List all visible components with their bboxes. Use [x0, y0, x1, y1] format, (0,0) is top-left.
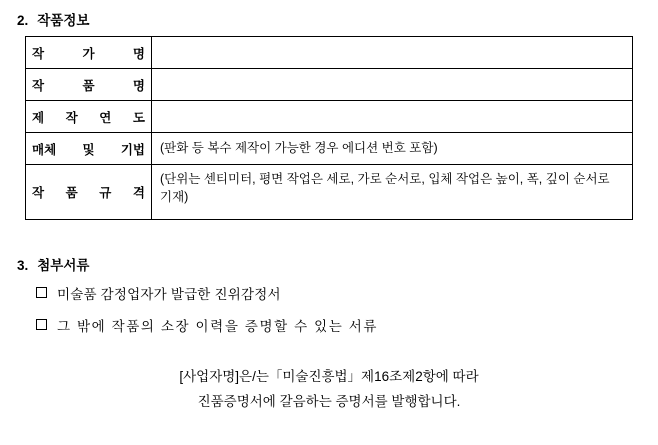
row-label-dimensions: 작 품 규 격	[26, 165, 152, 220]
section-heading-art-info	[17, 9, 89, 29]
list-item[interactable]	[36, 315, 636, 335]
table-row	[26, 37, 633, 69]
checkbox-label: 그 밖에 작품의 소장 이력을 증명할 수 있는 서류	[57, 319, 378, 334]
row-value-medium-technique[interactable]: (판화 등 복수 제작이 가능한 경우 에디션 번호 포함)	[152, 133, 633, 165]
section-heading-attachments	[17, 254, 89, 274]
table-row	[26, 133, 633, 165]
row-value-production-year[interactable]	[152, 101, 633, 133]
table-row	[26, 165, 633, 220]
row-label-artwork-title: 작 품 명	[26, 69, 152, 101]
section-title: 작품정보	[37, 13, 90, 28]
art-info-table	[25, 36, 633, 220]
checkbox-provenance-documents[interactable]	[36, 319, 47, 330]
section-number: 3.	[17, 258, 29, 273]
row-label-medium-technique: 매체 및 기법	[26, 133, 152, 165]
statement-block	[0, 365, 658, 415]
list-item[interactable]	[36, 283, 636, 303]
row-value-artist-name[interactable]	[152, 37, 633, 69]
section-title: 첨부서류	[37, 258, 90, 273]
checkbox-label: 미술품 감정업자가 발급한 진위감정서	[57, 287, 281, 302]
table-row	[26, 69, 633, 101]
section-number: 2.	[17, 13, 29, 28]
row-value-artwork-title[interactable]	[152, 69, 633, 101]
table-row	[26, 101, 633, 133]
attachments-checklist	[36, 283, 636, 347]
statement-line-2: 진품증명서에 갈음하는 증명서를 발행합니다.	[197, 393, 461, 409]
row-label-artist-name: 작 가 명	[26, 37, 152, 69]
row-label-production-year: 제 작 연 도	[26, 101, 152, 133]
checkbox-authenticity-certificate[interactable]	[36, 287, 47, 298]
statement-line-1: [사업자명]은/는「미술진흥법」제16조제2항에 따라	[179, 369, 479, 384]
row-value-dimensions[interactable]: (단위는 센티미터, 평면 작업은 세로, 가로 순서로, 입체 작업은 높이, 폭, 깊이 순서로 기재)	[152, 165, 633, 220]
